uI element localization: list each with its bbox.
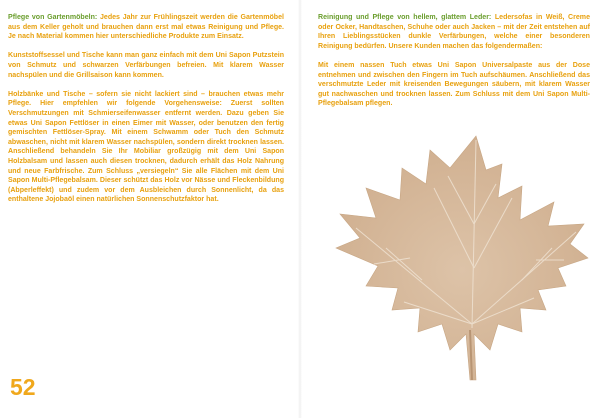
plastic-furniture-paragraph: Kunststoffsessel und Tische kann man ganz einfach mit dem Uni Sapon Putzstein von Schmutz und schwarzen Verfärbungen befreien. Mit klarem Wasser nachspülen und die Grillsaison kann kommen.	[8, 52, 284, 79]
garden-furniture-heading: Pflege von Gartenmöbeln:	[8, 14, 98, 21]
leather-care-heading: Reinigung und Pflege von hellem, glattem Leder:	[318, 14, 492, 21]
leather-care-intro	[318, 13, 590, 51]
right-page-column	[318, 13, 590, 119]
left-page-column	[8, 13, 284, 214]
leather-care-intro-text: Ledersofas in Weiß, Creme oder Ocker, Handtaschen, Schuhe oder auch Jacken – mit der Zeit entstehen auf Ihren Lieblingsstücken dunkle Verfärbungen, welche einer besonderen Reinigung bedürfen. Unsere Kunden machen das folgendermaßen:	[318, 14, 590, 50]
page-gutter	[298, 0, 302, 418]
garden-furniture-intro-text: Jedes Jahr zur Frühlingszeit werden die Gartenmöbel aus dem Keller geholt und brauchen dann erst mal etwas Reinigung und Pflege. Je nach Material kommen hier unterschiedliche Produkte zum Einsatz.	[8, 14, 284, 41]
garden-furniture-intro	[8, 13, 284, 42]
page-number: 52	[10, 374, 36, 400]
wood-furniture-paragraph: Holzbänke und Tische – sofern sie nicht lackiert sind – brauchen etwas mehr Pflege. Hier empfehlen wir folgende Vorgehensweise: Zuerst sollten Verschmutzungen mit Schmierseifenwasser entfernt werden. Dazu geben Sie etwas Uni Sapon Fettlöser in einen Eimer mit Wasser, oder benutzen den fertig gemischten Fettlöser-Spray. Mit einem Schwamm oder Tuch den Schmutz abwaschen, nicht mit klarem Wasser nachspülen, sondern direkt trocknen lassen. Anschließend behandeln Sie Ihr Mobiliar großzügig mit dem Uni Sapon Holzbalsam und lassen auch diesen trocknen, dadurch erhält das Holz Nahrung und neue Farbfrische. Zum Schluss „versiegeln“ Sie alle Flächen mit dem Uni Sapon Multi-Pflegebalsam. Dieser schützt das Holz vor Nässe und Fleckenbildung (Abperleffekt) und zudem vor dem Ausbleichen durch Sonnenlicht, da das enthaltene Jojobaöl einen natürlichen Sonnenschutzfaktor hat.	[8, 90, 284, 204]
leather-care-instructions: Mit einem nassen Tuch etwas Uni Sapon Universalpaste aus der Dose entnehmen und zwischen den Fingern im Tuch aufschäumen. Anschließend das verschmutzte Leder mit kreisenden Bewegungen säubern, mit klarem Wasser gut nachwaschen und trocknen lassen. Zum Schluss mit dem Uni Sapon Multi-Pflegebalsam pflegen.	[318, 61, 590, 108]
leaf-blade	[336, 136, 588, 380]
maple-leaf-image	[326, 128, 594, 383]
